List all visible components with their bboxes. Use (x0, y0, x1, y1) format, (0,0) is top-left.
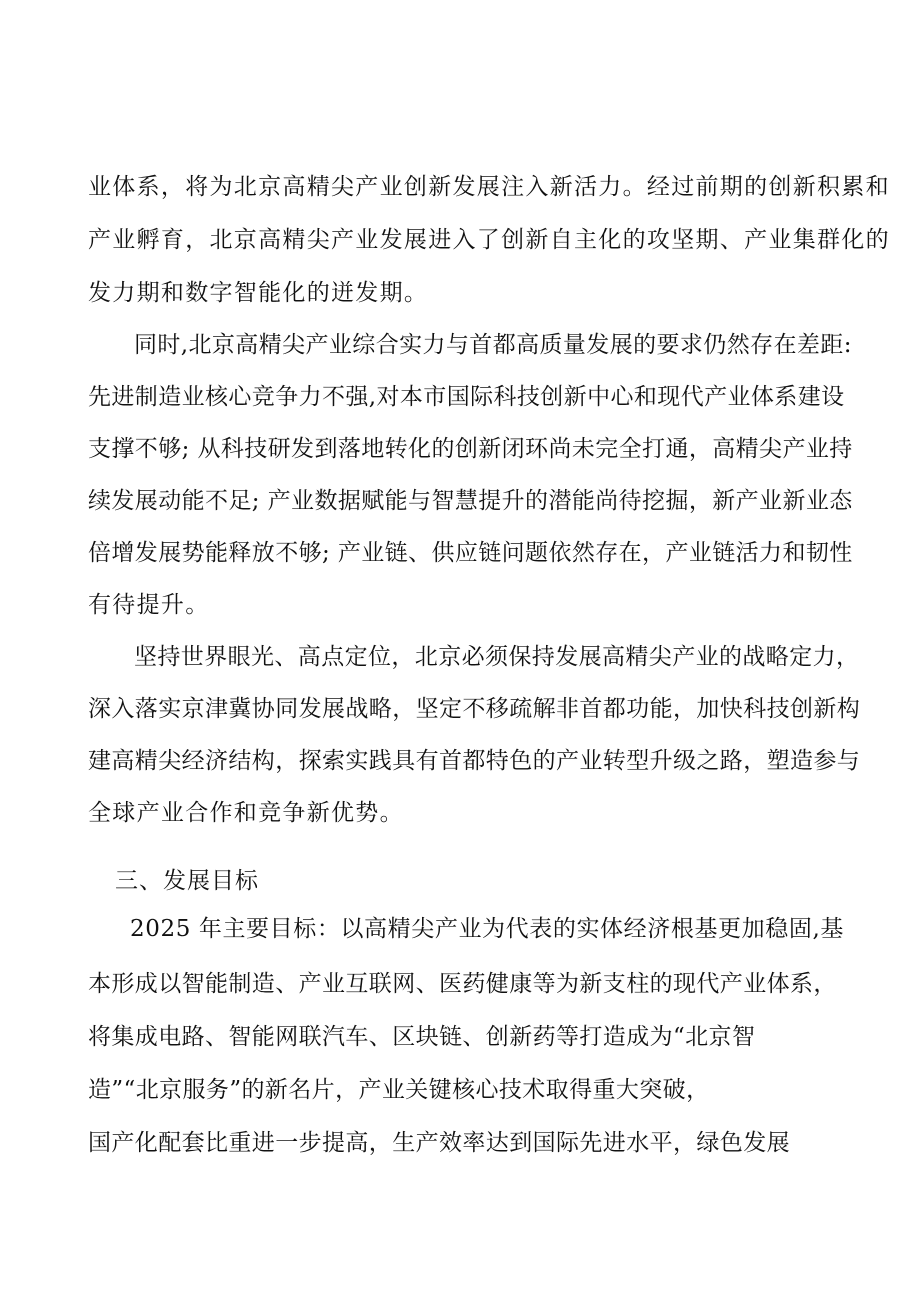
paragraph-line: 发力期和数字智能化的迸发期。 (88, 280, 429, 306)
paragraph-line: 产业孵育，北京高精尖产业发展进入了创新自主化的攻坚期、产业集群化的 (88, 227, 890, 253)
paragraph-line: 国产化配套比重进一步提高，生产效率达到国际先进水平，绿色发展 (88, 1130, 790, 1156)
paragraph-line: 本形成以智能制造、产业互联网、医药健康等为新支柱的现代产业体系， (88, 971, 837, 997)
paragraph-line: 支撑不够; 从科技研发到落地转化的创新闭环尚未完全打通，高精尖产业持 (88, 436, 853, 462)
paragraph-line: 2025 年主要目标：以高精尖产业为代表的实体经济根基更加稳固,基 (130, 916, 844, 942)
paragraph-line: 坚持世界眼光、高点定位，北京必须保持发展高精尖产业的战略定力， (134, 644, 860, 670)
paragraph-line: 业体系，将为北京高精尖产业创新发展注入新活力。经过前期的创新积累和 (88, 174, 890, 200)
paragraph-line: 建高精尖经济结构，探索实践具有首都特色的产业转型升级之路，塑造参与 (88, 748, 861, 774)
paragraph-line: 有待提升。 (88, 592, 210, 618)
section-heading: 三、发展目标 (115, 868, 259, 894)
paragraph-line: 全球产业合作和竞争新优势。 (88, 800, 404, 826)
paragraph-line: 倍增发展势能释放不够; 产业链、供应链问题依然存在，产业链活力和韧性 (88, 540, 853, 566)
paragraph-line: 同时,北京高精尖产业综合实力与首都高质量发展的要求仍然存在差距: (134, 332, 852, 358)
paragraph-line: 将集成电路、智能网联汽车、区块链、创新药等打造成为“北京智 (88, 1024, 756, 1050)
paragraph-line: 造”“北京服务”的新名片，产业关键核心技术取得重大突破， (88, 1077, 710, 1103)
paragraph-line: 续发展动能不足; 产业数据赋能与智慧提升的潜能尚待挖掘，新产业新业态 (88, 488, 853, 514)
paragraph-line: 深入落实京津冀协同发展战略，坚定不移疏解非首都功能，加快科技创新构 (88, 696, 861, 722)
paragraph-line: 先进制造业核心竞争力不强,对本市国际科技创新中心和现代产业体系建设 (88, 384, 845, 410)
